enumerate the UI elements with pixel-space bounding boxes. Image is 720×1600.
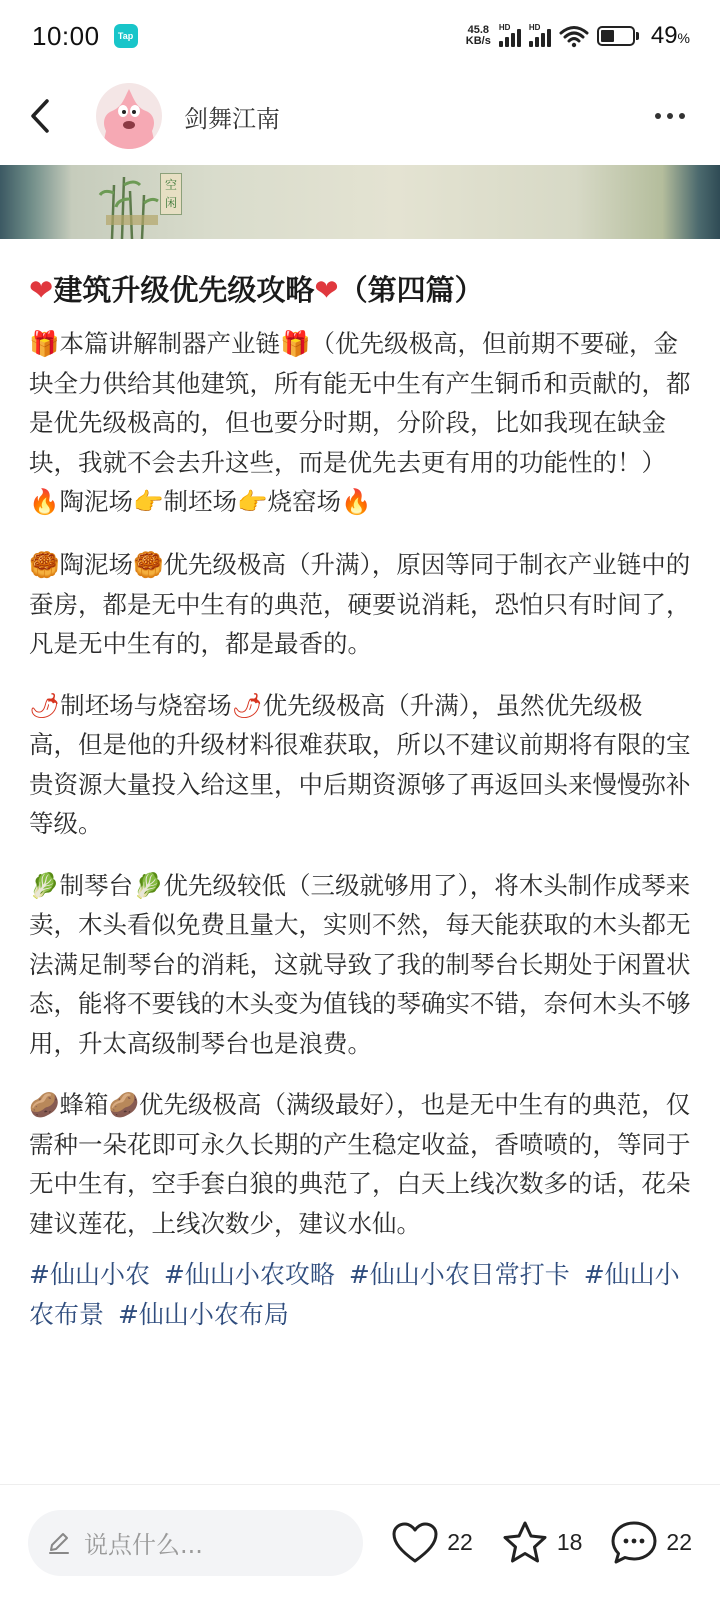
gift-icon: 🎁 xyxy=(29,329,60,358)
post-title: ❤建筑升级优先级攻略❤（第四篇） xyxy=(29,273,484,307)
signal-icon-2: HD xyxy=(529,25,551,47)
pencil-icon xyxy=(46,1530,72,1556)
starfish-avatar-icon xyxy=(96,83,162,149)
comment-count: 22 xyxy=(666,1529,692,1555)
status-indicators xyxy=(466,22,690,50)
heart-icon: ❤ xyxy=(29,273,54,307)
back-button[interactable] xyxy=(20,86,60,146)
gift-icon: 🎁 xyxy=(280,329,311,358)
production-chain: 🔥陶泥场👉制坯场👉烧窑场🔥 xyxy=(29,487,372,516)
network-speed: 45.8 KB/s xyxy=(465,24,491,47)
hashtag[interactable]: #仙山小农日常打卡 xyxy=(348,1260,570,1289)
heart-outline-icon xyxy=(391,1521,439,1565)
chili-pepper-icon: 🌶 xyxy=(29,690,61,720)
author-avatar[interactable] xyxy=(96,83,162,149)
mooncake-icon: 🥮 xyxy=(133,550,164,579)
comment-bubble-icon xyxy=(610,1520,658,1566)
section-paragraph: 🥮陶泥场🥮优先级极高（升满），原因等同于制衣产业链中的蚕房，都是无中生有的典范，硬要说消耗，恐怕只有时间了，凡是无中生有的，都是最香的。 xyxy=(29,550,691,658)
like-button[interactable] xyxy=(391,1521,473,1565)
more-options-button[interactable] xyxy=(640,86,700,146)
pointing-hand-icon: 👉 xyxy=(133,487,164,516)
section-paragraph: 🌶制坯场与烧窑场🌶优先级极高（升满），虽然优先级极高，但是他的升级材料很难获取，所以不建议前期将有限的宝贵资源大量投入给这里，中后期资源够了再返回头来慢慢弥补等级。 xyxy=(29,690,691,838)
chevron-left-icon xyxy=(29,98,51,134)
post-content xyxy=(29,262,691,1335)
wifi-icon xyxy=(559,24,589,48)
battery-percent: 49% xyxy=(650,22,690,49)
fire-icon: 🔥 xyxy=(341,487,372,516)
hashtag[interactable]: #仙山小农攻略 xyxy=(163,1260,335,1289)
section-paragraph: 🥬制琴台🥬优先级较低（三级就够用了），将木头制作成琴来卖，木头看似免费且量大，实则不然，每天能获取的木头都无法满足制琴台的消耗，这就导致了我的制琴台长期处于闲置状态，能将不要钱的木头变为值钱的琴确实不错，奈何木头不够用，升太高级制琴台也是浪费。 xyxy=(29,870,691,1058)
hashtag[interactable]: #仙山小农 xyxy=(29,1260,150,1289)
favorite-button[interactable] xyxy=(501,1520,583,1566)
star-outline-icon xyxy=(501,1520,549,1566)
like-count: 22 xyxy=(447,1529,473,1555)
battery-icon xyxy=(597,26,639,46)
status-time: 10:00 xyxy=(32,20,100,51)
mooncake-icon: 🥮 xyxy=(29,550,60,579)
potato-icon: 🥔 xyxy=(29,1090,60,1119)
fire-icon: 🔥 xyxy=(29,487,60,516)
leafy-green-icon: 🥬 xyxy=(29,870,60,900)
comment-placeholder: 说点什么... xyxy=(84,1531,203,1559)
potato-icon: 🥔 xyxy=(108,1090,140,1119)
author-name[interactable]: 剑舞江南 xyxy=(184,104,280,133)
banner-sign: 空闲 xyxy=(160,173,182,215)
status-bar xyxy=(0,0,720,72)
comment-input[interactable] xyxy=(28,1510,363,1576)
hashtag-list xyxy=(29,1255,691,1335)
favorite-count: 18 xyxy=(556,1529,583,1555)
hashtag[interactable]: #仙山小农布景 xyxy=(29,1260,680,1329)
tap-app-icon: Tap xyxy=(114,24,138,48)
pointing-hand-icon: 👉 xyxy=(237,487,268,516)
comment-button[interactable] xyxy=(610,1520,692,1566)
section-paragraph: 🥔蜂箱🥔优先级极高（满级最好），也是无中生有的典范，仅需种一朵花即可永久长期的产生稳定收益，香喷喷的，等同于无中生有，空手套白狼的典范了，白天上线次数多的话，花朵建议莲花，上线次数少，建议水仙。 xyxy=(29,1090,691,1238)
post-header xyxy=(0,72,720,160)
chili-pepper-icon: 🌶 xyxy=(231,690,263,720)
hashtag[interactable]: #仙山小农布局 xyxy=(117,1300,289,1329)
intro-paragraph: 🎁本篇讲解制器产业链🎁（优先级极高，但前期不要碰，金块全力供给其他建筑，所有能无中生有产生铜币和贡献的，都是优先级极高的，但也要分时期，分阶段，比如我现在缺金块，我就不会去升这些，而是优先去更有用的功能性的！） xyxy=(29,329,691,477)
leafy-green-icon: 🥬 xyxy=(133,870,164,900)
signal-icon: HD xyxy=(499,25,521,47)
post-image[interactable] xyxy=(0,165,720,239)
bottom-action-bar xyxy=(0,1485,720,1600)
heart-icon: ❤ xyxy=(314,273,339,307)
more-horizontal-icon xyxy=(655,113,661,119)
